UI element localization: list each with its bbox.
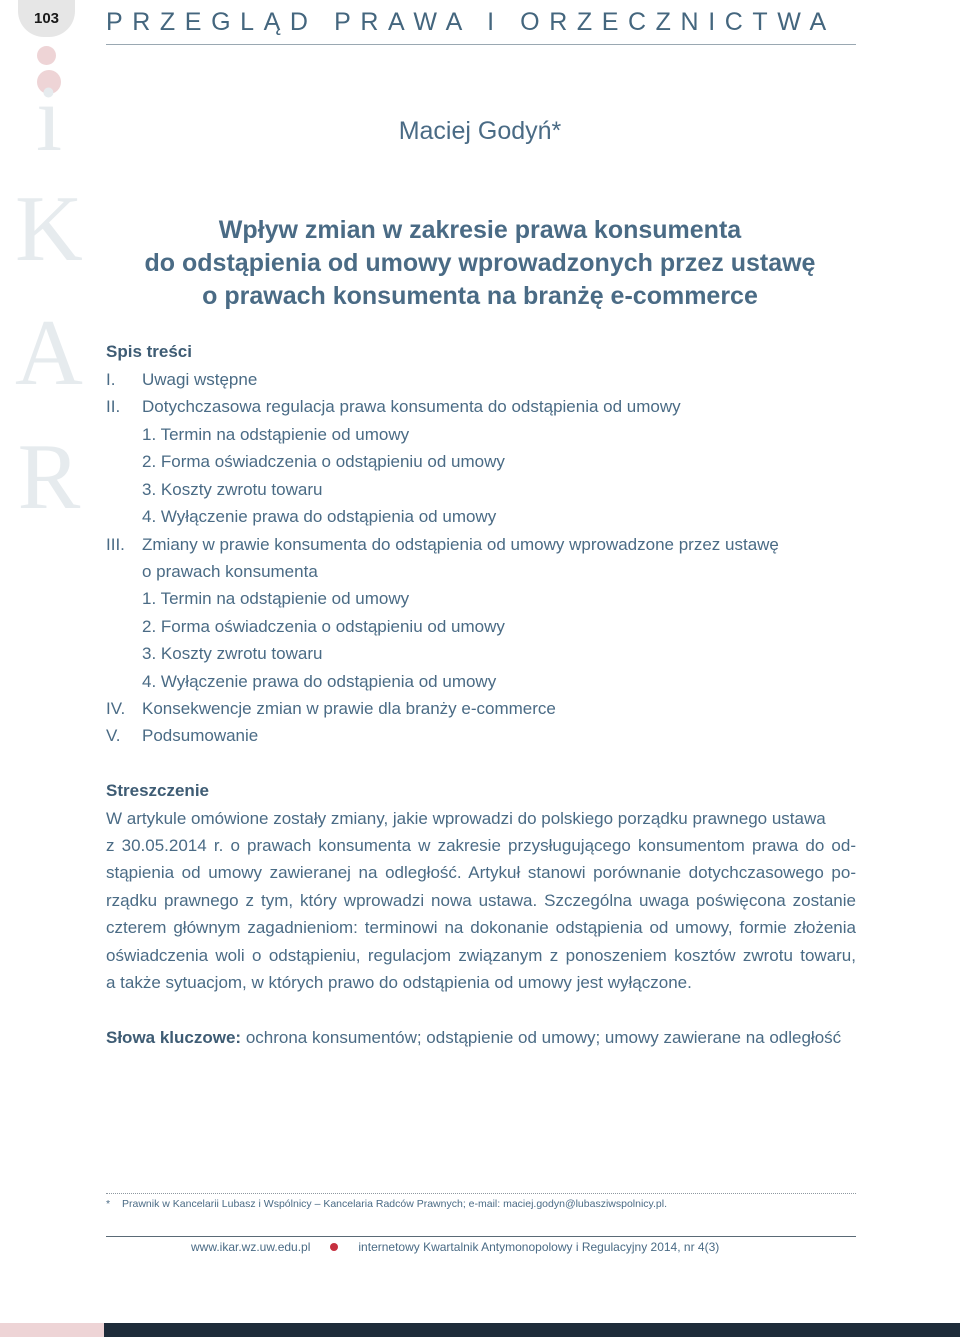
toc-item-text: Podsumowanie bbox=[142, 726, 259, 745]
toc-subitem: 4. Wyłączenie prawa do odstąpienia od umowy bbox=[142, 672, 497, 691]
bottom-bar bbox=[0, 1323, 960, 1337]
abstract-heading: Streszczenie bbox=[106, 781, 209, 800]
decor-letter-r: R bbox=[17, 425, 81, 529]
abstract-line: stąpienia od umowy zawieranej na odległość. Artykuł stanowi porównanie dotychczasowego po- bbox=[106, 863, 856, 882]
toc-item-continued: o prawach konsumenta bbox=[142, 562, 318, 581]
toc-item-text: Konsekwencje zmian w prawie dla branży e-commerce bbox=[142, 699, 556, 718]
title-line: Wpływ zmian w zakresie prawa konsumenta bbox=[218, 216, 742, 244]
abstract-line: oświadczenia woli o odstąpieniu, regulacjom związanym z ponoszeniem kosztów zwrotu towaru, bbox=[106, 946, 856, 965]
page-number: 103 bbox=[18, 0, 75, 37]
footnote-text: Prawnik w Kancelarii Lubasz i Wspólnicy – Kancelaria Radców Prawnych; e-mail: maciej.godyn@lubasziwspolnicy.pl. bbox=[122, 1198, 668, 1210]
decor-letter-i: i bbox=[35, 67, 63, 171]
footer-divider bbox=[106, 1236, 856, 1237]
bullet-dot-icon bbox=[330, 1243, 338, 1251]
decor-letter-a: A bbox=[15, 301, 83, 405]
page-footer bbox=[191, 1240, 719, 1254]
toc-item-number: III. bbox=[106, 535, 125, 554]
toc-subitem: 3. Koszty zwrotu towaru bbox=[142, 644, 323, 663]
toc-item-number: V. bbox=[106, 726, 121, 745]
header-divider bbox=[106, 44, 856, 45]
toc-item-number: I. bbox=[106, 370, 116, 389]
journal-header: PRZEGLĄD PRAWA I ORZECZNICTWA bbox=[106, 8, 836, 36]
bottom-bar-accent bbox=[0, 1323, 104, 1337]
abstract-line: czterem głównym zagadnieniom: terminowi na dokonanie odstąpienia od umowy, formie złożenia bbox=[106, 918, 856, 937]
keywords bbox=[106, 1028, 841, 1048]
toc-subitem: 2. Forma oświadczenia o odstąpieniu od umowy bbox=[142, 617, 505, 636]
footnote-divider bbox=[106, 1193, 856, 1194]
toc-item-number: II. bbox=[106, 397, 121, 416]
abstract-line: W artykule omówione zostały zmiany, jakie wprowadzi do polskiego porządku prawnego ustawa bbox=[106, 809, 826, 828]
toc-item-text: Uwagi wstępne bbox=[142, 370, 258, 389]
toc-subitem: 3. Koszty zwrotu towaru bbox=[142, 480, 323, 499]
toc-subitem: 1. Termin na odstąpienie od umowy bbox=[142, 589, 410, 608]
footnote bbox=[106, 1198, 667, 1210]
abstract-line: rządku prawnego z tym, który wprowadzi nowa ustawa. Szczególna uwaga poświęcona zostanie bbox=[106, 891, 856, 910]
toc-item-text: Dotychczasowa regulacja prawa konsumenta do odstąpienia od umowy bbox=[142, 397, 681, 416]
decor-dot-1 bbox=[37, 46, 56, 65]
abstract-line: a także sytuacjom, w których prawo do odstąpienia od umowy jest wyłączone. bbox=[106, 973, 692, 992]
keywords-text: ochrona konsumentów; odstąpienie od umowy; umowy zawierane na odległość bbox=[241, 1028, 842, 1047]
title-line: do odstąpienia od umowy wprowadzonych przez ustawę bbox=[144, 249, 816, 277]
toc-heading: Spis treści bbox=[106, 342, 192, 361]
toc-subitem: 1. Termin na odstąpienie od umowy bbox=[142, 425, 410, 444]
abstract-line: z 30.05.2014 r. o prawach konsumenta w zakresie przysługującego konsumentom prawa do od- bbox=[106, 836, 856, 855]
toc-subitem: 2. Forma oświadczenia o odstąpieniu od umowy bbox=[142, 452, 505, 471]
footer-journal: internetowy Kwartalnik Antymonopolowy i Regulacyjny 2014, nr 4(3) bbox=[358, 1240, 720, 1254]
toc-item-text: Zmiany w prawie konsumenta do odstąpienia od umowy wprowadzone przez ustawę bbox=[142, 535, 779, 554]
toc-item-number: IV. bbox=[106, 699, 126, 718]
title-line: o prawach konsumenta na branżę e-commerce bbox=[202, 282, 758, 310]
article-title bbox=[100, 214, 860, 313]
toc-subitem: 4. Wyłączenie prawa do odstąpienia od umowy bbox=[142, 507, 497, 526]
footnote-mark: * bbox=[106, 1198, 111, 1210]
footer-url[interactable]: www.ikar.wz.uw.edu.pl bbox=[191, 1240, 311, 1254]
keywords-label: Słowa kluczowe: bbox=[106, 1028, 242, 1047]
decor-letter-k: K bbox=[15, 177, 83, 281]
author-name: Maciej Godyń* bbox=[398, 117, 562, 145]
